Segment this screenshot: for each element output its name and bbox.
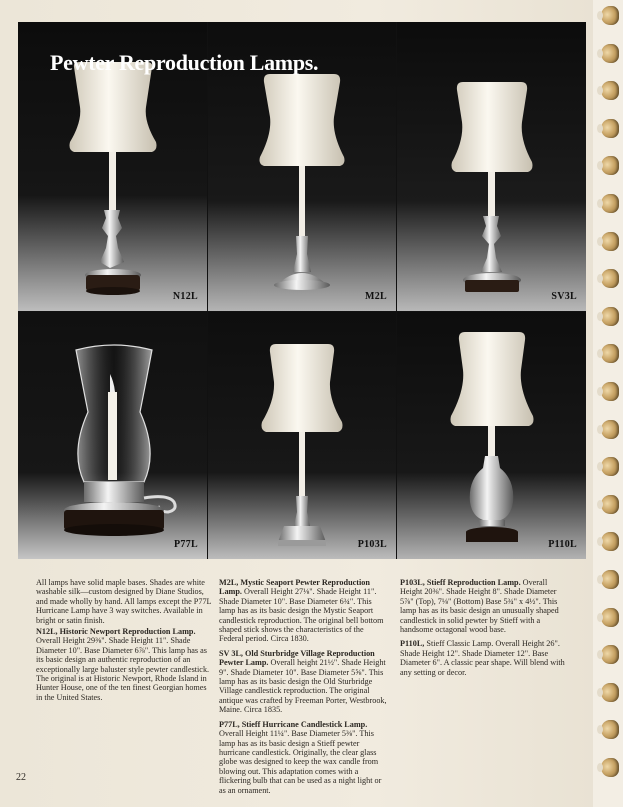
column-1 xyxy=(36,578,214,707)
column-3 xyxy=(400,578,570,682)
binder-ring xyxy=(601,44,619,63)
n12l-description xyxy=(36,627,214,702)
lamp-illustration xyxy=(397,312,586,559)
column-2 xyxy=(219,578,389,800)
binder-ring xyxy=(601,344,619,363)
binder-ring xyxy=(601,645,619,664)
binder-ring xyxy=(601,194,619,213)
binder-ring xyxy=(601,495,619,514)
sv3l-title: SV 3L, Old Sturbridge Village Reproduction Pewter Lamp. xyxy=(219,648,375,668)
binder-ring xyxy=(601,232,619,251)
lamp-photo-p103l xyxy=(208,312,396,559)
lamp-illustration xyxy=(208,312,396,559)
p110l-body: Stieff Classic Lamp. Overall Height 26". Shade Height 12". Shade Diameter 12". Base Diameter 6". A classic pear shape. Will blend with any setting or decor. xyxy=(400,639,565,677)
lamp-illustration xyxy=(397,22,586,311)
binder-ring xyxy=(601,608,619,627)
m2l-body: Overall Height 27⅛". Shade Height 11". Shade Diameter 10". Base Diameter 6¾". This lamp has as its basic design the Mystic Seaport candlestick reproduction. The original bell bottom shaped stick shows the characteristics of the Federal period. Circa 1830. xyxy=(219,587,384,644)
lamp-code: P77L xyxy=(174,539,198,550)
page-title: Pewter Reproduction Lamps. xyxy=(50,50,319,75)
p110l-description xyxy=(400,639,570,677)
p110l-title: P110L, xyxy=(400,639,425,649)
binder-ring xyxy=(601,119,619,138)
lamp-photo-p110l xyxy=(397,312,586,559)
binder-ring xyxy=(601,758,619,777)
spiral-binding xyxy=(593,0,623,807)
binder-ring xyxy=(601,457,619,476)
binder-ring xyxy=(601,382,619,401)
binder-ring xyxy=(601,683,619,702)
p77l-body: Overall Height 11¼". Base Diameter 5⅜". This lamp has as its basic design a Stieff pewter hurricane candlestick. Originally, the clear glass globe was designed to keep the wax candle from blowing out. This adaptation comes with a flickering bulb that can be used as a night light or as an ornament. xyxy=(219,729,382,795)
sv3l-body: Overall height 21½". Shade Height 9". Shade Diameter 10". Base Diameter 5⅝". This lamp has as its basic design the Old Sturbridge Village candlestick reproduction. The original antique was crafted by Freeman Porter, Westbrook, Maine. Circa 1835. xyxy=(219,658,387,715)
p103l-body: Overall Height 20⅜". Shade Height 8". Shade Diameter 5⅞" (Top), 7⅛" (Bottom) Base 5¾" x 4½". This lamp has as its basic design an unusually shaped candlestick in solid pewter by Stieff with a handsome octagonal wood base. xyxy=(400,578,559,635)
n12l-body: Overall Height 29⅜". Shade Height 11". Shade Diameter 10". Base Diameter 6⅞". This lamp has as its basic design an authentic reproduction of an exceptionally large baluster style pewter candlestick. The original is at Historic Newport, Rhode Island in Hunter House, one of the ten finest Georgian homes in the United States. xyxy=(36,636,210,702)
binder-ring xyxy=(601,720,619,739)
p103l-description xyxy=(400,578,570,634)
binder-ring xyxy=(601,81,619,100)
lamp-code: SV3L xyxy=(551,291,577,302)
lamp-photo-sv3l xyxy=(397,22,586,311)
lamp-code: N12L xyxy=(172,291,198,302)
lamp-code: M2L xyxy=(364,291,387,302)
binder-ring xyxy=(601,570,619,589)
lamp-code: P110L xyxy=(548,539,577,550)
page-number: 22 xyxy=(16,772,26,783)
sv3l-description xyxy=(219,649,389,715)
m2l-description xyxy=(219,578,389,644)
photo-grid xyxy=(18,22,586,559)
p77l-description xyxy=(219,720,389,795)
binder-ring xyxy=(601,307,619,326)
lamp-illustration xyxy=(18,312,207,559)
p77l-title: P77L, Stieff Hurricane Candlestick Lamp. xyxy=(219,719,368,729)
binder-ring xyxy=(601,532,619,551)
intro-paragraph: All lamps have solid maple bases. Shades are white washable silk—custom designed by Diane Studios, and made wholly by hand. All lamps except the P77L Hurricane Lamp have 3 way switches. Available in bright or satin finish. xyxy=(36,578,212,625)
binder-ring xyxy=(601,269,619,288)
n12l-title: N12L, Historic Newport Reproduction Lamp. xyxy=(36,627,196,637)
binder-ring xyxy=(601,6,619,25)
binder-ring xyxy=(601,156,619,175)
p103l-title: P103L, Stieff Reproduction Lamp. xyxy=(400,578,521,587)
lamp-photo-p77l xyxy=(18,312,207,559)
binder-ring xyxy=(601,420,619,439)
m2l-title: M2L, Mystic Seaport Pewter Reproduction Lamp. xyxy=(219,578,370,597)
lamp-code: P103L xyxy=(357,539,387,550)
